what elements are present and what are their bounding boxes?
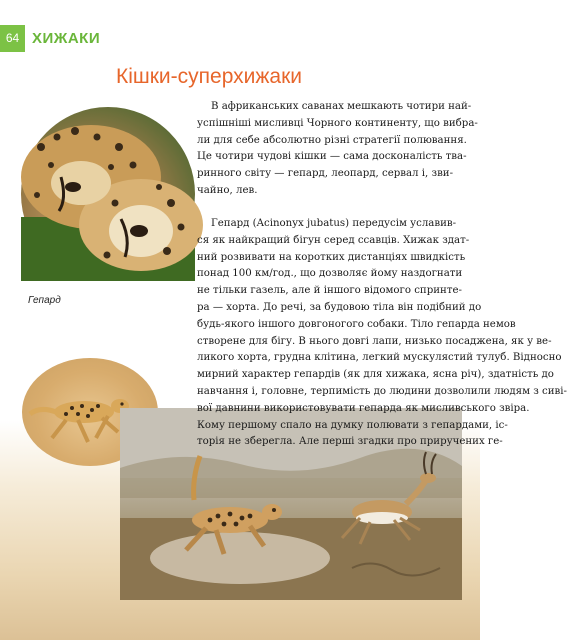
text-line: ринного світу — гепард, леопард, сервал і, зви- <box>197 168 454 180</box>
text-line: ликого хорта, грудна клітина, легкий мускулястий тулуб. Відносно <box>197 352 562 364</box>
text-line: не тільки газель, але й іншого відомого спринте- <box>197 285 462 297</box>
text-line: торія не зберегла. Але перші згадки про приручених ге- <box>197 436 503 448</box>
text-line: ра — хорта. До речі, за будовою тіла він подібний до <box>197 301 482 313</box>
text-line: чайно, лев. <box>197 184 258 196</box>
text-line: Кому першому спало на думку полювати з гепардами, іс- <box>197 419 508 431</box>
photo-caption: Гепард <box>28 295 61 306</box>
body-text-block-2 <box>197 216 567 451</box>
page-title: Кішки-суперхижаки <box>116 65 303 88</box>
text-line: успішніші мисливці Чорного континенту, що вибра- <box>197 117 478 129</box>
text-line: ся як найкращий бігун серед ссавців. Хижак здат- <box>197 234 470 246</box>
body-text-block-1 <box>197 99 478 200</box>
text-line: ний розвивати на коротких дистанціях швидкість <box>197 251 466 263</box>
text-line: Це чотири чудові кішки — сама досконалість тва- <box>197 151 467 163</box>
text-line: створене для бігу. В нього довгі лапи, низько посаджена, як у ве- <box>197 335 552 347</box>
cheetah-heads-illustration <box>21 107 195 281</box>
text-line: В африканських саванах мешкають чотири най- <box>211 101 472 112</box>
text-line: понад 100 км/год., що дозволяє йому наздогнати <box>197 268 463 280</box>
page-number: 64 <box>0 25 25 52</box>
text-line: будь-якого іншого довгоногого собаки. Тіло гепарда немов <box>197 318 516 330</box>
section-title: ХИЖАКИ <box>32 30 101 47</box>
text-line: вої давнини використовувати гепарда як мисливського звіра. <box>197 402 530 414</box>
cheetah-heads-photo <box>21 107 195 281</box>
text-line: ли для себе абсолютно різні стратегії полювання. <box>197 134 467 146</box>
text-line: мирний характер гепардів (як для хижака, ясна річ), здатність до <box>197 369 554 381</box>
text-line: Гепард (Acinonyx jubatus) передусім уславив- <box>211 218 457 229</box>
text-line: навчання і, головне, терпимість до людини дозволили людям з сиві- <box>197 385 567 397</box>
